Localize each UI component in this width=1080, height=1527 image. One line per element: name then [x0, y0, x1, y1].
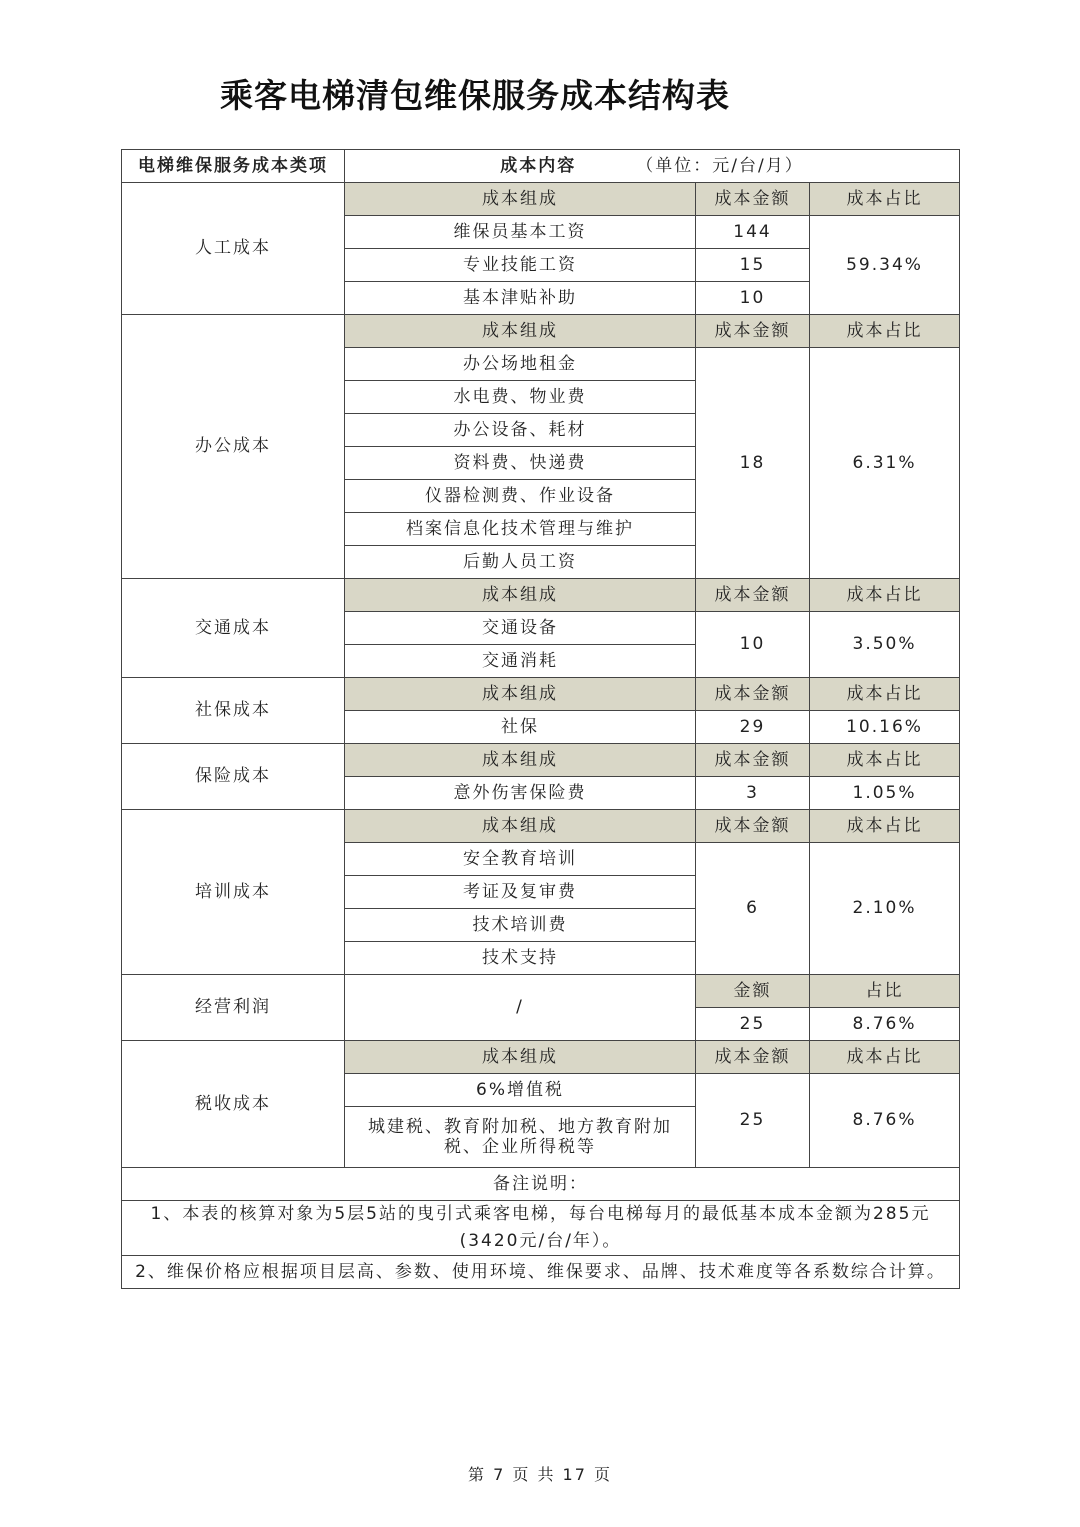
- category-traffic: 交通成本: [122, 579, 345, 678]
- office-item: 办公场地租金: [345, 348, 696, 381]
- office-item: 后勤人员工资: [345, 546, 696, 579]
- hdr-amount: 成本金额: [696, 810, 810, 843]
- labor-amount: 10: [696, 282, 810, 315]
- labor-item: 维保员基本工资: [345, 216, 696, 249]
- hdr-ratio: 成本占比: [810, 744, 960, 777]
- hdr-ratio: 成本占比: [810, 1041, 960, 1074]
- hdr-component: 成本组成: [345, 810, 696, 843]
- office-item: 办公设备、耗材: [345, 414, 696, 447]
- table-header-row: [122, 150, 960, 183]
- office-item: 水电费、物业费: [345, 381, 696, 414]
- training-ratio: 2.10%: [810, 843, 960, 975]
- labor-amount: 15: [696, 249, 810, 282]
- cost-structure-table: [121, 149, 960, 1289]
- social-amount: 29: [696, 711, 810, 744]
- col-content-header: [345, 150, 960, 183]
- social-item: 社保: [345, 711, 696, 744]
- category-social: 社保成本: [122, 678, 345, 744]
- profit-amount: 25: [696, 1008, 810, 1041]
- insurance-item: 意外伤害保险费: [345, 777, 696, 810]
- hdr-amount: 成本金额: [696, 183, 810, 216]
- office-ratio: 6.31%: [810, 348, 960, 579]
- traffic-item: 交通设备: [345, 612, 696, 645]
- hdr-ratio: 成本占比: [810, 579, 960, 612]
- profit-content: /: [345, 975, 696, 1041]
- insurance-amount: 3: [696, 777, 810, 810]
- hdr-component: 成本组成: [345, 1041, 696, 1074]
- hdr-component: 成本组成: [345, 183, 696, 216]
- note-2: 2、维保价格应根据项目层高、参数、使用环境、维保要求、品牌、技术难度等各系数综合计算。: [122, 1256, 960, 1289]
- col-category-header: 电梯维保服务成本类项: [122, 150, 345, 183]
- category-insurance: 保险成本: [122, 744, 345, 810]
- unit-label: （单位：元/台/月）: [636, 155, 804, 176]
- labor-item: 专业技能工资: [345, 249, 696, 282]
- category-profit: 经营利润: [122, 975, 345, 1041]
- hdr-amount: 成本金额: [696, 1041, 810, 1074]
- training-amount: 6: [696, 843, 810, 975]
- labor-ratio: 59.34%: [810, 216, 960, 315]
- tax-item: 城建税、教育附加税、地方教育附加税、企业所得税等: [345, 1107, 696, 1168]
- page-title: 乘客电梯清包维保服务成本结构表: [220, 76, 730, 115]
- hdr-ratio: 成本占比: [810, 810, 960, 843]
- hdr-amount: 金额: [696, 975, 810, 1008]
- training-item: 技术支持: [345, 942, 696, 975]
- traffic-amount: 10: [696, 612, 810, 678]
- social-ratio: 10.16%: [810, 711, 960, 744]
- tax-item: 6%增值税: [345, 1074, 696, 1107]
- office-item: 资料费、快递费: [345, 447, 696, 480]
- hdr-amount: 成本金额: [696, 579, 810, 612]
- hdr-ratio: 成本占比: [810, 678, 960, 711]
- notes-title: 备注说明：: [122, 1168, 960, 1201]
- category-office: 办公成本: [122, 315, 345, 579]
- hdr-ratio: 成本占比: [810, 183, 960, 216]
- hdr-amount: 成本金额: [696, 315, 810, 348]
- tax-amount: 25: [696, 1074, 810, 1168]
- tax-ratio: 8.76%: [810, 1074, 960, 1168]
- hdr-component: 成本组成: [345, 744, 696, 777]
- training-item: 技术培训费: [345, 909, 696, 942]
- hdr-ratio: 成本占比: [810, 315, 960, 348]
- hdr-component: 成本组成: [345, 315, 696, 348]
- category-tax: 税收成本: [122, 1041, 345, 1168]
- training-item: 考证及复审费: [345, 876, 696, 909]
- category-labor: 人工成本: [122, 183, 345, 315]
- labor-item: 基本津贴补助: [345, 282, 696, 315]
- labor-amount: 144: [696, 216, 810, 249]
- hdr-component: 成本组成: [345, 678, 696, 711]
- traffic-item: 交通消耗: [345, 645, 696, 678]
- office-amount: 18: [696, 348, 810, 579]
- hdr-amount: 成本金额: [696, 744, 810, 777]
- insurance-ratio: 1.05%: [810, 777, 960, 810]
- content-label: 成本内容: [500, 155, 577, 176]
- office-item: 档案信息化技术管理与维护: [345, 513, 696, 546]
- profit-ratio: 8.76%: [810, 1008, 960, 1041]
- note-1: 1、本表的核算对象为5层5站的曳引式乘客电梯，每台电梯每月的最低基本成本金额为285元(3420元/台/年）。: [122, 1201, 960, 1256]
- traffic-ratio: 3.50%: [810, 612, 960, 678]
- training-item: 安全教育培训: [345, 843, 696, 876]
- hdr-amount: 成本金额: [696, 678, 810, 711]
- category-training: 培训成本: [122, 810, 345, 975]
- hdr-component: 成本组成: [345, 579, 696, 612]
- page-footer: 第 7 页 共 17 页: [468, 1465, 612, 1484]
- office-item: 仪器检测费、作业设备: [345, 480, 696, 513]
- hdr-ratio: 占比: [810, 975, 960, 1008]
